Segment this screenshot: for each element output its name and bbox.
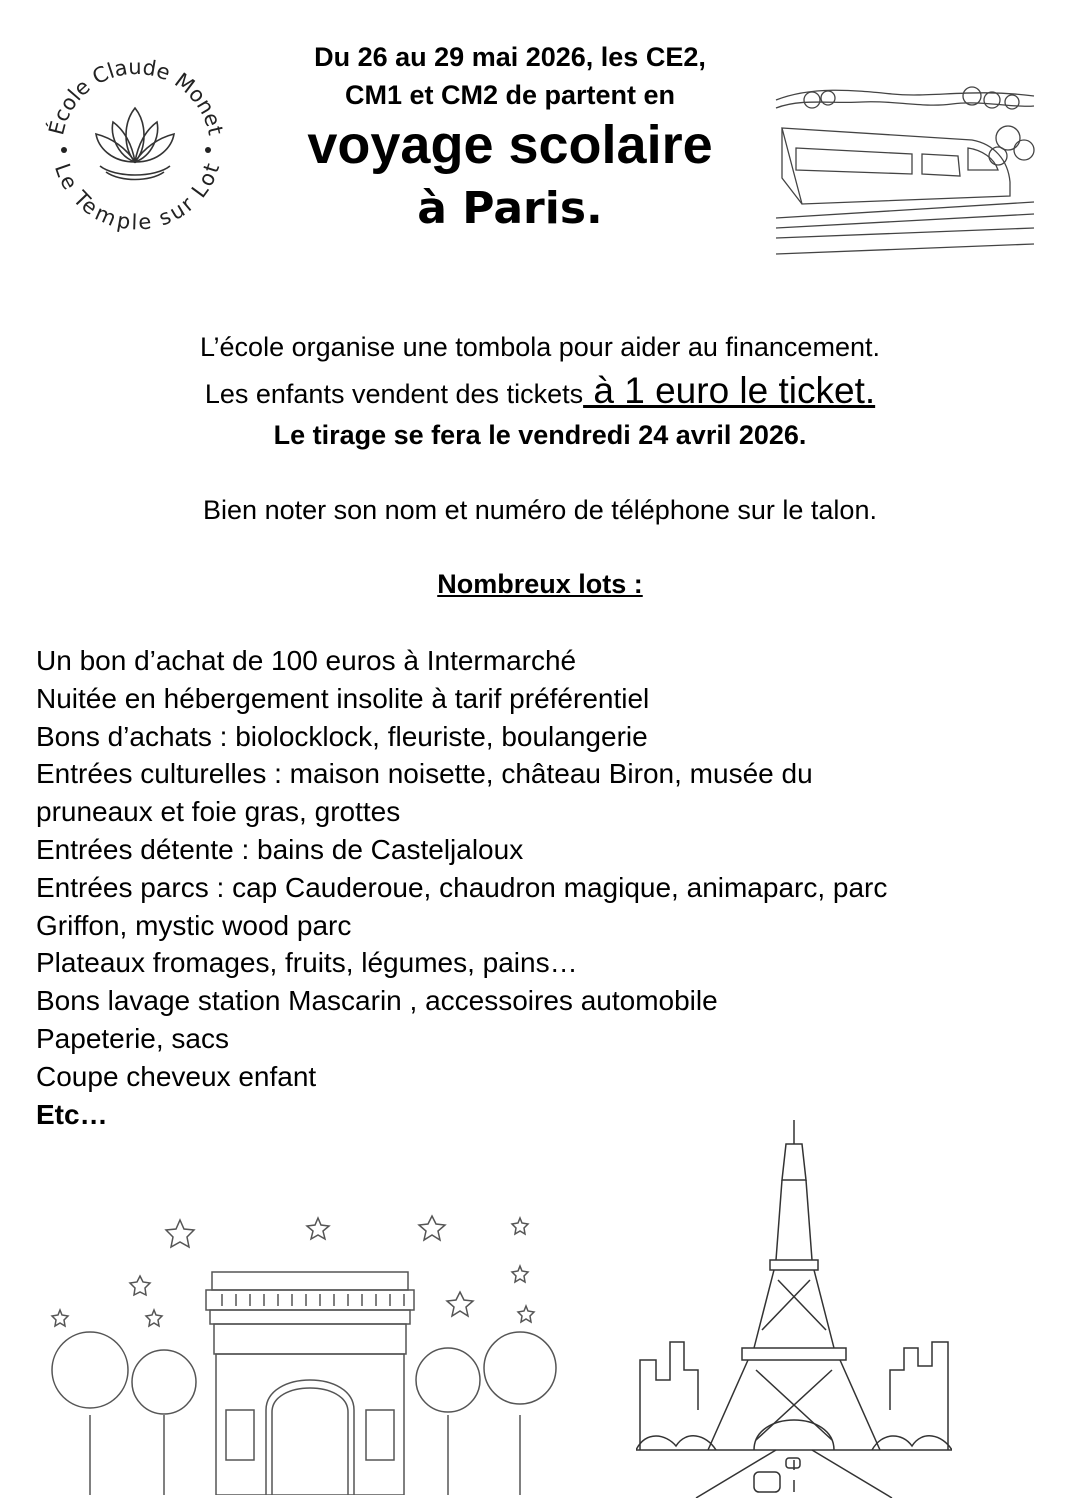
train-illustration bbox=[772, 78, 1038, 264]
name-phone-note: Bien noter son nom et numéro de téléphone sur le talon. bbox=[203, 495, 877, 525]
logo-dot-icon bbox=[205, 147, 211, 153]
draw-date: Le tirage se fera le vendredi 24 avril 2026. bbox=[273, 420, 807, 450]
lots-heading-text: Nombreux lots : bbox=[437, 569, 643, 599]
list-item: Entrées culturelles : maison noisette, château Biron, musée du bbox=[36, 758, 813, 790]
page-subtitle: à Paris. bbox=[417, 183, 603, 234]
list-item: Entrées parcs : cap Cauderoue, chaudron magique, animaparc, parc bbox=[36, 871, 888, 903]
header bbox=[250, 38, 770, 236]
list-item: Bons d’achats : biolocklock, fleuriste, boulangerie bbox=[36, 720, 648, 752]
lotus-icon bbox=[96, 108, 174, 180]
list-item: Coupe cheveux enfant bbox=[36, 1060, 317, 1092]
lots-list bbox=[36, 642, 1056, 1133]
list-item: Griffon, mystic wood parc bbox=[36, 909, 352, 941]
header-dates: Du 26 au 29 mai 2026, les CE2, bbox=[314, 42, 706, 72]
list-item: pruneaux et foie gras, grottes bbox=[36, 796, 401, 828]
header-classes: CM1 et CM2 de partent en bbox=[344, 80, 676, 110]
eiffel-tower-illustration bbox=[636, 1120, 952, 1498]
logo-dot-icon bbox=[61, 147, 67, 153]
logo-top-text: École Claude Monet bbox=[44, 54, 228, 138]
list-item: Nuitée en hébergement insolite à tarif préférentiel bbox=[36, 682, 650, 714]
ticket-price: à 1 euro le ticket. bbox=[583, 370, 876, 411]
list-item: Plateaux fromages, fruits, légumes, pains… bbox=[36, 947, 578, 979]
list-item: Bons lavage station Mascarin , accessoires automobile bbox=[36, 985, 718, 1017]
intro-ticket-text: Les enfants vendent des tickets bbox=[204, 379, 584, 409]
list-item: Un bon d’achat de 100 euros à Intermarché bbox=[36, 645, 577, 676]
school-logo bbox=[40, 38, 230, 238]
intro-line-2 bbox=[0, 368, 1080, 417]
list-item: Papeterie, sacs bbox=[36, 1022, 229, 1054]
page-title: voyage scolaire bbox=[307, 115, 713, 175]
arc-de-triomphe-illustration bbox=[40, 1210, 560, 1495]
intro-line-1: L’école organise une tombola pour aider au financement. bbox=[200, 332, 880, 362]
logo-bottom-text: Le Temple sur Lot bbox=[49, 160, 225, 235]
lots-heading bbox=[0, 565, 1080, 603]
list-item-etc: Etc… bbox=[36, 1098, 108, 1130]
list-item: Entrées détente : bains de Casteljaloux bbox=[36, 833, 524, 865]
